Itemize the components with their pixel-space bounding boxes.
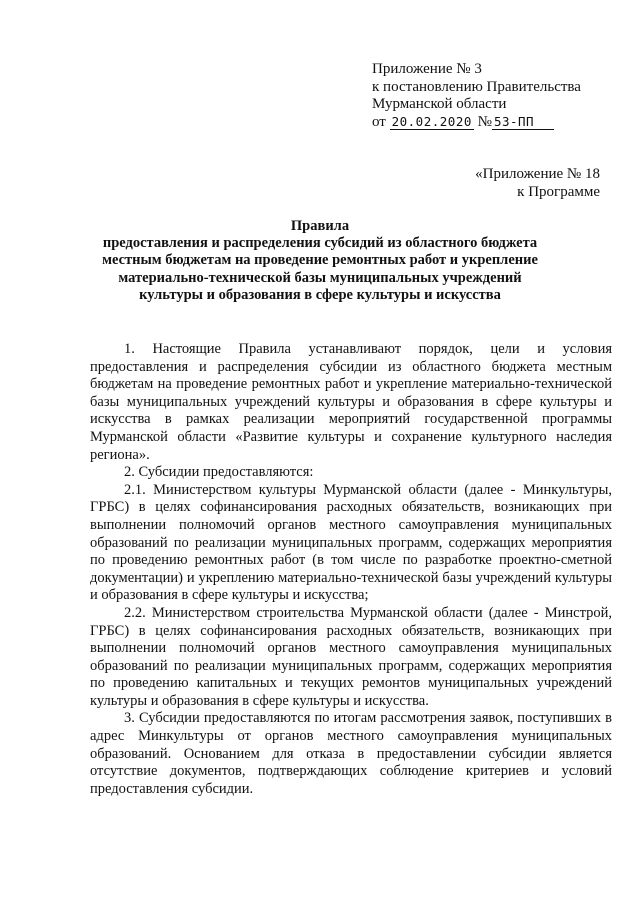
title-subtitle: предоставления и распределения субсидий из областного бюджета местным бюджетам на проведение ремонтных работ и укрепление материально-технической базы муниципальных учреждений культуры и образования в сфере культуры и искусства bbox=[102, 235, 538, 303]
appendix-header bbox=[372, 61, 612, 131]
date-prefix: от bbox=[372, 113, 386, 130]
appendix-resolution-ref: к постановлению Правительства bbox=[372, 78, 581, 95]
handwritten-date: 20.02.2020 bbox=[391, 113, 472, 129]
annex-program: к Программе bbox=[517, 183, 600, 200]
document-body bbox=[90, 341, 612, 798]
program-annex-ref bbox=[475, 166, 600, 201]
paragraph-2: 2. Субсидии предоставляются: bbox=[124, 464, 314, 481]
paragraph-2-2: 2.2. Министерством строительства Мурманской области (далее - Минстрой, ГРБС) в целях софинансирования расходных обязательств, возникающих при выполнении полномочий органов местного самоуправления муниципальных образований по реализации муниципальных программ, содержащих мероприятия по проведению капитальных и текущих ремонтов муниципальных учреждений культуры и образования в сфере культуры и искусства. bbox=[90, 604, 612, 709]
paragraph-2-1: 2.1. Министерством культуры Мурманской области (далее - Минкультуры, ГРБС) в целях софинансирования расходных обязательств, возникающих при выполнении полномочий органов местного самоуправления муниципальных образований по реализации муниципальных программ, содержащих мероприятия по проведению ремонтных работ (в том числе по разработке проектно-сметной документации) и укреплению материально-технической базы учреждений культуры и образования в сфере культуры и искусства; bbox=[90, 481, 612, 604]
appendix-region: Мурманской области bbox=[372, 96, 507, 112]
paragraph-3: 3. Субсидии предоставляются по итогам рассмотрения заявок, поступивших в адрес Минкультуры от органов местного самоуправления муниципальных образований. Основанием для отказа в предоставлении субсидии является отсутствие документов, подтверждающих соблюдение критериев и условий предоставления субсидии. bbox=[90, 710, 612, 797]
annex-number: «Приложение № 18 bbox=[475, 166, 600, 182]
appendix-number: Приложение № 3 bbox=[372, 61, 482, 77]
handwritten-number: 53-ПП bbox=[492, 115, 554, 130]
title-heading: Правила bbox=[290, 218, 350, 234]
paragraph-1: 1. Настоящие Правила устанавливают порядок, цели и условия предоставления и распределения субсидии из областного бюджета местным бюджетам на проведение ремонтных работ и укрепление материально-технической базы муниципальных учреждений культуры и образования в сфере культуры и искусства в рамках реализации мероприятий государственной программы Мурманской области «Развитие культуры и сохранение культурного наследия региона». bbox=[90, 341, 612, 463]
appendix-date-line bbox=[372, 114, 612, 132]
number-prefix: № bbox=[477, 113, 492, 130]
document-title bbox=[96, 218, 544, 304]
